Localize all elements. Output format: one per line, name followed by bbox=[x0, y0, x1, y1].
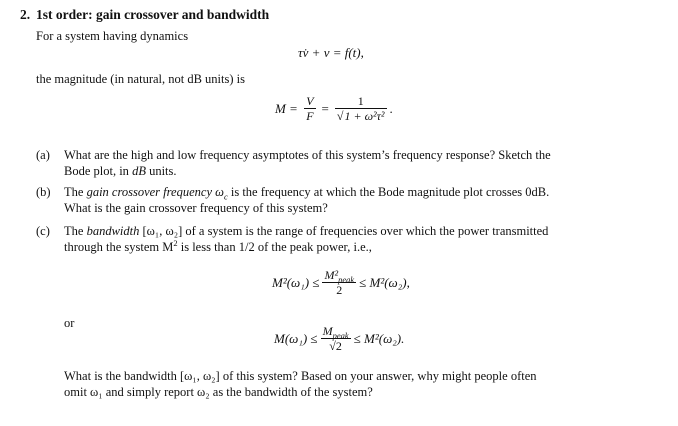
one-over-sqrt-fraction: $\frac{1}{\text{√1 + ω²τ²}}$ bbox=[336, 94, 385, 123]
problem-number: 2. bbox=[20, 7, 31, 22]
bandwidth-inequality-power: M²(ω₁) ≤ $\frac{M^2_{peak}}{2}$ ≤ M²(ω₂), bbox=[272, 268, 410, 297]
part-c-line2: through the system $M^2$ is less than 1/2 of the peak power, i.e., bbox=[64, 237, 372, 254]
intro-text: For a system having dynamics bbox=[36, 29, 189, 43]
magnitude-intro: the magnitude (in natural, not dB units) is bbox=[36, 72, 245, 86]
or-text: or bbox=[64, 316, 75, 330]
V-over-F-fraction: $\frac{V}{F}$ bbox=[306, 94, 314, 123]
problem-title: 1st order: gain crossover and bandwidth bbox=[36, 7, 270, 22]
part-c-label: (c) bbox=[36, 224, 50, 238]
part-b-label: (b) bbox=[36, 185, 51, 199]
bandwidth-inequality-magnitude: M(ω₁) ≤ $\frac{M_{peak}}{√2}$ ≤ M²(ω₂). bbox=[274, 324, 405, 353]
M-symbol: M bbox=[275, 101, 286, 116]
ode-equation: τv̇ + v = f(t), bbox=[298, 45, 364, 60]
part-c-question-line1: What is the bandwidth [ω₁, ω₂] of this system? Based on your answer, why might people often bbox=[64, 369, 537, 383]
part-c-question-line2: omit ω₁ and simply report ω₂ as the bandwidth of the system? bbox=[64, 385, 373, 399]
part-c-line1: The bandwidth [ω₁, ω₂] of a system is the range of frequencies over which the power transmitted bbox=[64, 224, 549, 238]
magnitude-equation: M = $\frac{V}{F}$ = $\frac{1}{\text{√1 + ω²τ²}}$ . bbox=[275, 94, 393, 123]
part-a-line2: Bode plot, in dB units. bbox=[64, 164, 177, 178]
part-b-line2: What is the gain crossover frequency of this system? bbox=[64, 201, 328, 215]
part-b-line1: The gain crossover frequency $\omega_c$ is the frequency at which the Bode magnitude plot crosses 0dB. bbox=[64, 185, 550, 202]
part-a-line1: What are the high and low frequency asymptotes of this system’s frequency response? Sketch the bbox=[64, 148, 551, 162]
part-a-label: (a) bbox=[36, 148, 50, 162]
